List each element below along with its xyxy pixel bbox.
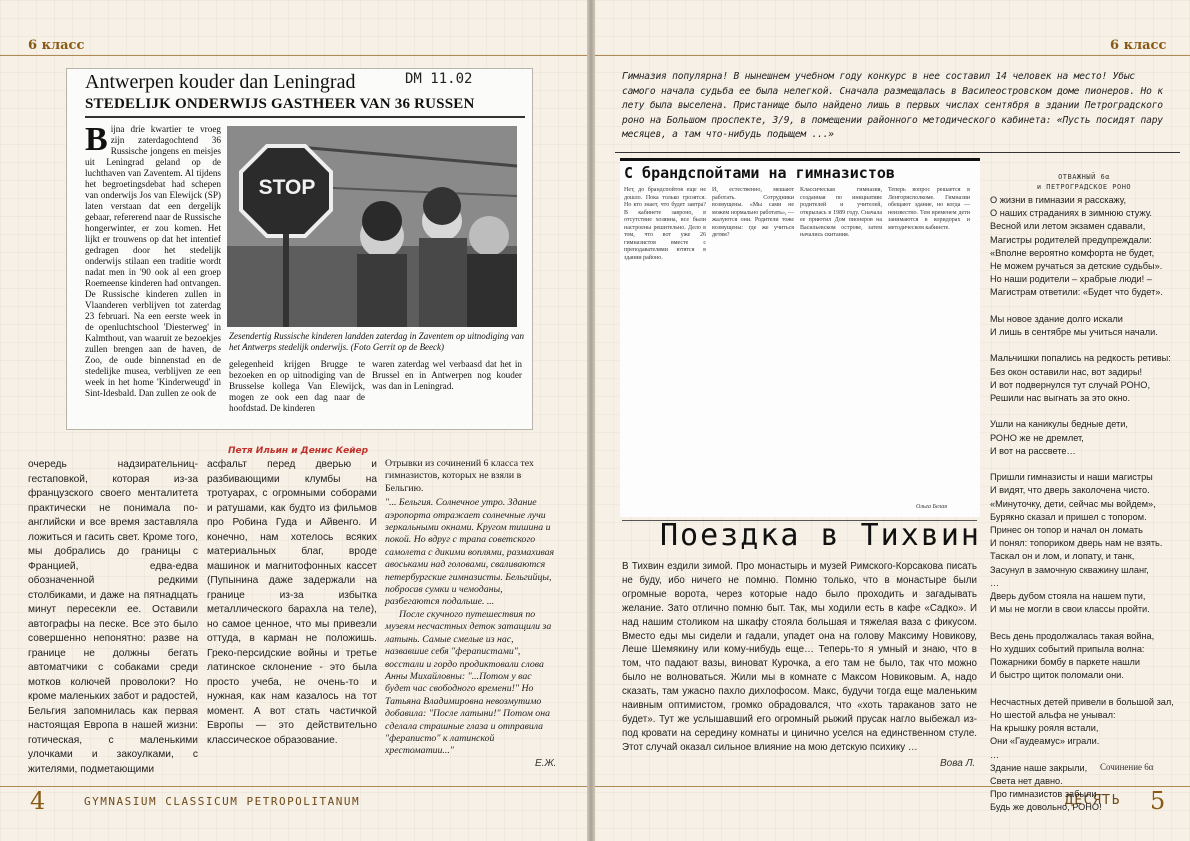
poem-signature: Сочинение 6α bbox=[1100, 762, 1154, 772]
clipping-date-stamp: DM 11.02 bbox=[405, 71, 473, 87]
poem-text: О жизни в гимназии я расскажу, О наших страданиях в зимнюю стужу. Весной или летом экзамен сдавали, Магистры родителей предупреждали: «Вполне вероятно комфорта не будет, Не можем ручаться за детские судьбы». Но наши родители – храбрые люди! – Магистрам ответили: «Будет что будет». Мы новое здание долго искали И лишь в сентябре мы учиться начали. Мальчишки попались на редкость ретивы: Без окон оставили нас, вот задиры! И вот подвернулся тут случай РОНО, Решили нас выгнать за это окно. Ушли на каникулы бедные дети, РОНО же не дремлет, И вот на рассвете… Пришли гимназисты и наши магистры И видят, что дверь заколочена чисто. «Минуточку, дети, сейчас мы войдем», Бурякно сказал и пришел с топором. Принес он топор и начал он ломать И понял: топориком дверь нам не взять. Таскал он и лом, и лопату, и танк, Засунул в замочную скважину шланг, … Дверь дубом стояла на нашем пути, И мы не могли в свои классы пройти. Весь день продолжалась такая война, Но худших событий припыла волна: Пожарники бомбу в паркете нашли И быстро щиток поломали они. Несчастных детей привели в большой зал, Но шестой альфа не унывал: На крышку рояля встали, Они «Гаудеамус» играли. … Здание наше закрыли, Света нет давно. Про гимназистов забыли – Будь же довольно, РОНО! bbox=[990, 195, 1174, 813]
essays-signature: Е.Ж. bbox=[535, 758, 557, 769]
clipping-photo-caption: Zesendertig Russische kinderen landden zaterdag in Zaventem op uitnodiging van het Antwerps stedelijk onderwijs. (Foto Gerrit op de Beeck) bbox=[229, 331, 525, 352]
scan-signature: Ольга Белая bbox=[916, 504, 948, 510]
stop-sign-text: STOP bbox=[258, 176, 316, 199]
essays-quote-1: "... Бельгия. Солнечное утро. Здание аэропорта отражает солнечные лучи зеркальными окнами. Кругом тишина и покой. Но вдруг с трапа советского самолета с дикими воплями, размахивая авоськами над головами, сваливаются петербургские гимназисты. Бельгийцы, побросав сумки и чемоданы, разбегаются подальше. ... bbox=[385, 497, 555, 608]
clipping-photo bbox=[227, 126, 517, 327]
article-column-1: очередь надзирательниц-гестаповкой, которая из-за французского своего менталитета практически не понимала по-английски и все время заставляла ложиться и гасить свет. Кроме того, мы добрались до границы с Францией, едва-едва обозначенной редкими столбиками, и даже на пятнадцать минут пересекли ее. Оставили автографы на песке. Все это было совершенно непонятно: разве на границе не должны бегать автоматчики с собаками среди мотков колючей проволоки? Но кроме маленьких забот и радостей, Бельгия запомнилась как первая настоящая Европа в нашей жизни: готическая, с маленькими улочками и закоулками, с жителями, подметающими bbox=[28, 459, 198, 775]
left-header-rule bbox=[0, 55, 587, 56]
newspaper-clipping bbox=[66, 68, 533, 430]
right-header-rule bbox=[595, 55, 1190, 56]
clipping-title: Antwerpen kouder dan Leningrad bbox=[85, 71, 356, 93]
newspaper-scan bbox=[620, 158, 980, 517]
clipping-column-1-text: ijna drie kwartier te vroeg zijn zaterdagochtend 36 Russische jongens en meisjes uit Leningrad geland op de luchthaven van Zaventem. Al tijdens het begroetingsdebat had schepen van onderwijs Jos van Elewijck (SP) laten verstaan dat een dergelijk gebaar, refererend naar de Russische hongerwinter, er zou komen. Het lijkt er trouwens op dat het intentief gedragen door het stedelijk onderwijs stilaan een traditie wordt nadat men in '90 ook al een groep Roemeense kinderen had ontvangen. De Russische kinderen zullen in Vlaanderen verblijven tot zaterdag 23 februari. Na een eerste week in de openluchtschool 'Diesterweg' in Kalmthout, van waaruit ze bezoekjes zullen brengen aan de haven, de Zoo, de oude binnenstad en de stedelijke musea, verblijven ze een week in het home 'Kinderweugd' in Sint-Idesbald. Dan zullen ze ook de bbox=[85, 124, 221, 398]
scan-column-4: Теперь вопрос решается в Ленгорисполкоме. Гимназии обещают здание, но когда — неизвестно. Тем временем дети занимаются в коридорах и методическом кабинете. bbox=[888, 187, 970, 231]
essays-quote-2: После скучного путешествия по музеям несчастных деток затащили за латынь. Самые смелые из нас, назвавшие себя "ферапистами", восстали и гордо продиктовали слова Анны Михайловны: "...Потом у вас будет час свободного времени!" Но Татьяна Владимировна невозмутимо добавила: "После латыни!" Потом она сделала страшные глаза и отправила "фераписто" к латинской хрестоматии..." bbox=[385, 608, 552, 757]
right-page-number: 5 bbox=[1150, 787, 1166, 815]
poem-heading: ОТВАЖНЫЙ 6α и ПЕТРОГРАДСКОЕ РОНО bbox=[1036, 173, 1132, 191]
essays-intro: Отрывки из сочинений 6 класса тех гимназистов, которых не взяли в Бельгию. bbox=[385, 458, 534, 494]
tikhvin-signature: Вова Л. bbox=[940, 758, 976, 769]
tikhvin-text: В Тихвин ездили зимой. Про монастырь и музей Римского-Корсакова писать не буду, ибо ничего не помню. Помню только, что в монастыре были огромные ворота, через которые надо было проходить и загадывать желание. Зато отлично помню быт. Так, мы ходили есть в кафе «Садко». И над нашим столиком на шкафу стояла большая и тяжелая ваза с фикусом. Вместо еды мы сидели и гадали, упадет она на голову Максиму Новикову, Леше Шемякину или кому-нибудь еще… Теперь-то я умный и знаю, что в том, что падают вазы, виноват Курочка, а его там не было, так что можно было не волноваться. Жили мы в комнате с Максом Новиковым. А, надо сказать, там ужасно пахло дихлофосом. Макс, будучи тогда еще маленьким наивным оптимистом, громко обрадовался, что «хоть тараканов зато не будет». Тут же услышавший его огромный рыжий прусак нагло выбежал из-под кровати на середину комнаты и цинично уселся на единственном стуле. Этот случай оказал сильное влияние на мою детскую психику … bbox=[622, 561, 977, 753]
right-footer-word: ДЕСЯТЬ bbox=[1065, 793, 1121, 808]
handwritten-intro: Гимназия популярна! В нынешнем учебном году конкурс в нее составил 14 человек на место! Убыс самого начала судьба ее была нелегкой. Сначала размещалась в Василеостровском доме пионеров. Но к лету была выселена. Пристанище было найдено лишь в первых числах сентября в здании Петроградского роно на Большом проспекте, 3/9, в помещении районного методического кабинета: «Пусть посидят пару месяцев, а там что-нибудь подыщем ...» bbox=[622, 71, 1163, 141]
article-column-2: асфальт перед дверью и разбивающими клумбы на тротуарах, с огромными соборами и ратушами, как будто из фильмов про Робина Гуда и Айвенго. И конечно, нам хотелось всяких материальных благ, вроде машинок и магнитофонных кассет (Пупынина даже задержали на границе из-за избытка металлического барахла на теле), но самое ценное, что мы привезли оттуда, в карман не положишь. Греко-персидские войны и третье латинское склонение - это была просто учеба, не очень-то и нужная, как нам казалось на тот момент. А вот стать частичкой Европы — это действительно классическое образование. bbox=[207, 459, 377, 746]
scan-column-1: Нет, до брандспойтов еще не дошло. Пока только грозятся. Но кто знает, что будет завтра? В кабинете завроно, в отсутствие хозяина, все были настроены решительно. Дело в том, что вот уже 26 гимназистов вместе с преподавателями ютятся в здании районо. bbox=[624, 187, 706, 261]
scan-title: С брандспойтами на гимназистов bbox=[624, 164, 895, 182]
scan-column-2: И, естественно, мешают работать. Сотрудники возмущены. «Мы сами не можем нормально работать», — жалуются они. Родители тоже возмущены: где же учиться детям? bbox=[712, 187, 794, 238]
tikhvin-title: Поездка в Тихвин bbox=[660, 518, 981, 553]
scan-column-3: Классическая гимназия, созданная по инициативе родителей и учителей, открылась в 1989 году. Сначала ее приютил Дом пионеров на Васильевском острове, затем начались скитания. bbox=[800, 187, 882, 238]
clipping-drop-cap: B bbox=[85, 121, 108, 158]
right-header-label: 6 класс bbox=[1110, 38, 1167, 53]
left-header-label: 6 класс bbox=[28, 38, 85, 53]
spine-shadow bbox=[587, 0, 595, 841]
clipping-subtitle: STEDELIJK ONDERWIJS GASTHEER VAN 36 RUSSEN bbox=[85, 96, 475, 112]
essays-column bbox=[385, 458, 557, 758]
right-footer-rule bbox=[595, 786, 1190, 787]
article-authors: Петя Ильин и Денис Кейер bbox=[228, 446, 369, 456]
clipping-column-2: gelegenheid krijgen Brugge te bezoeken en op uitnodiging van de Brusselse kollega Van Elewijck, mogen ze ook een dag naar de hoofdstad. De kinderen bbox=[229, 359, 365, 413]
clipping-rule bbox=[85, 116, 525, 118]
left-footer-rule bbox=[0, 786, 587, 787]
left-page-number: 4 bbox=[30, 787, 46, 815]
children-stop-sign-photo bbox=[227, 126, 517, 327]
left-footer-title: GYMNASIUM CLASSICUM PETROPOLITANUM bbox=[84, 795, 361, 808]
intro-divider bbox=[615, 152, 1180, 153]
clipping-column-1 bbox=[85, 121, 221, 424]
clipping-column-3: waren zaterdag wel verbaasd dat het in Brussel en in Antwerpen nog kouder was dan in Leningrad. bbox=[372, 359, 522, 391]
left-page bbox=[0, 0, 587, 841]
